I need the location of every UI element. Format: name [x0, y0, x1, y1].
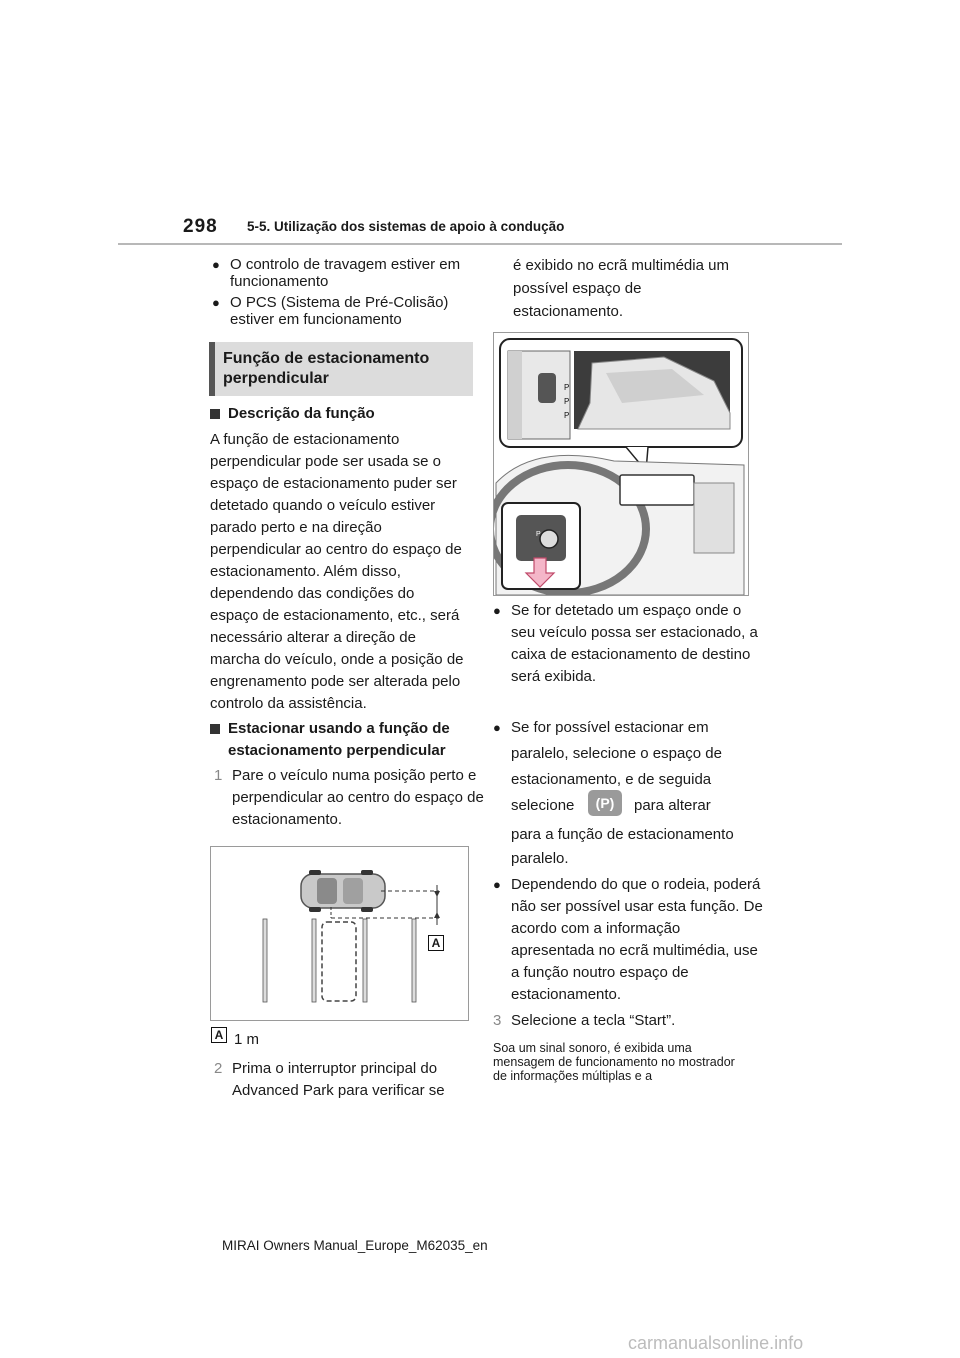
bullet-text: Se for detetado um espaço onde o seu veículo possa ser estacionado, a caixa de estacionamento de destino será exibida.	[511, 602, 758, 685]
header-rule	[118, 243, 842, 245]
inline-text: para alterar	[634, 797, 711, 814]
bullet-text: O controlo de travagem estiver em funcionamento	[230, 256, 461, 290]
step-text: Prima o interruptor principal do Advanced Park para verificar se	[232, 1060, 445, 1099]
bullet-item	[493, 715, 765, 793]
parking-diagram	[210, 846, 469, 1021]
car-illustration	[301, 870, 385, 912]
subheading: Estacionar usando a função de estacionamento perpendicular	[210, 718, 484, 762]
function-description: A função de estacionamento perpendicular pode ser usada se o espaço de estacionamento puder ser detetado quando o veículo estiver parado perto e na direção perpendicular ao centro do espaço de estacionamento. Além disso, dependendo das condições do espaço de estacionamento, etc., será necessário alterar a direção de marcha do veículo, onde a posição de engrenamento pode ser alterada pelo controlo da assistência.	[210, 431, 464, 712]
target-parking-box	[322, 922, 356, 1001]
screen-p-label: P	[564, 397, 570, 406]
bullet-item	[493, 874, 765, 1006]
continued-text: é exibido no ecrã multimédia um possível espaço de estacionamento.	[513, 257, 729, 320]
parking-diagram-svg	[211, 847, 468, 1020]
figure-label-a: A	[428, 935, 444, 951]
dashboard-figure	[493, 332, 749, 596]
step-number: 2	[214, 1060, 223, 1077]
dashboard-svg	[494, 333, 748, 595]
switch-p-label: P	[536, 531, 541, 538]
screen-p-label: P	[564, 383, 570, 392]
parking-line	[412, 919, 416, 1002]
section-heading-text: Função de estacionamento perpendicular	[223, 350, 430, 387]
section-title: 5-5. Utilização dos sistemas de apoio à condução	[247, 219, 565, 234]
inline-text: para a função de estacionamento paralelo.	[511, 826, 734, 867]
note-text: Soa um sinal sonoro, é exibida uma mensagem de funcionamento no mostrador de informações múltiplas e a	[493, 1041, 735, 1083]
step-number: 3	[493, 1012, 502, 1029]
step-1	[210, 765, 484, 831]
step-text: Selecione a tecla “Start”.	[511, 1012, 676, 1029]
legend-text: 1 m	[234, 1031, 260, 1048]
center-display	[620, 475, 694, 505]
watermark: carmanualsonline.info	[628, 1333, 804, 1353]
parking-line	[312, 919, 316, 1002]
step-number: 1	[214, 767, 223, 784]
bullet-text: Se for possível estacionar em paralelo, selecione o espaço de estacionamento, e de seguida	[511, 719, 722, 788]
section-heading	[209, 342, 473, 396]
subheading: Descrição da função	[210, 403, 488, 425]
parking-line	[263, 919, 267, 1002]
screen-p-label: P	[564, 411, 570, 420]
bullet-item	[493, 600, 765, 688]
parallel-park-button-icon: (P)	[588, 790, 622, 816]
bullet-item	[212, 294, 485, 328]
step-text: Pare o veículo numa posição perto e perpendicular ao centro do espaço de estacionamento.	[232, 767, 484, 828]
bullet-text: O PCS (Sistema de Pré-Colisão) estiver em funcionamento	[230, 294, 449, 328]
inline-text: selecione	[511, 797, 575, 814]
bullet-text: Dependendo do que o rodeia, poderá não ser possível usar esta função. De acordo com a informação apresentada no ecrã multimédia, use a função noutro espaço de estacionamento.	[511, 876, 763, 1003]
parking-line	[363, 919, 367, 1002]
bullet-item	[212, 256, 480, 290]
step-2	[210, 1058, 488, 1102]
page-number: 298	[183, 216, 218, 237]
step-3	[489, 1010, 769, 1032]
legend-label-a: A	[211, 1027, 227, 1043]
footer-text: MIRAI Owners Manual_Europe_M62035_en	[222, 1238, 488, 1253]
